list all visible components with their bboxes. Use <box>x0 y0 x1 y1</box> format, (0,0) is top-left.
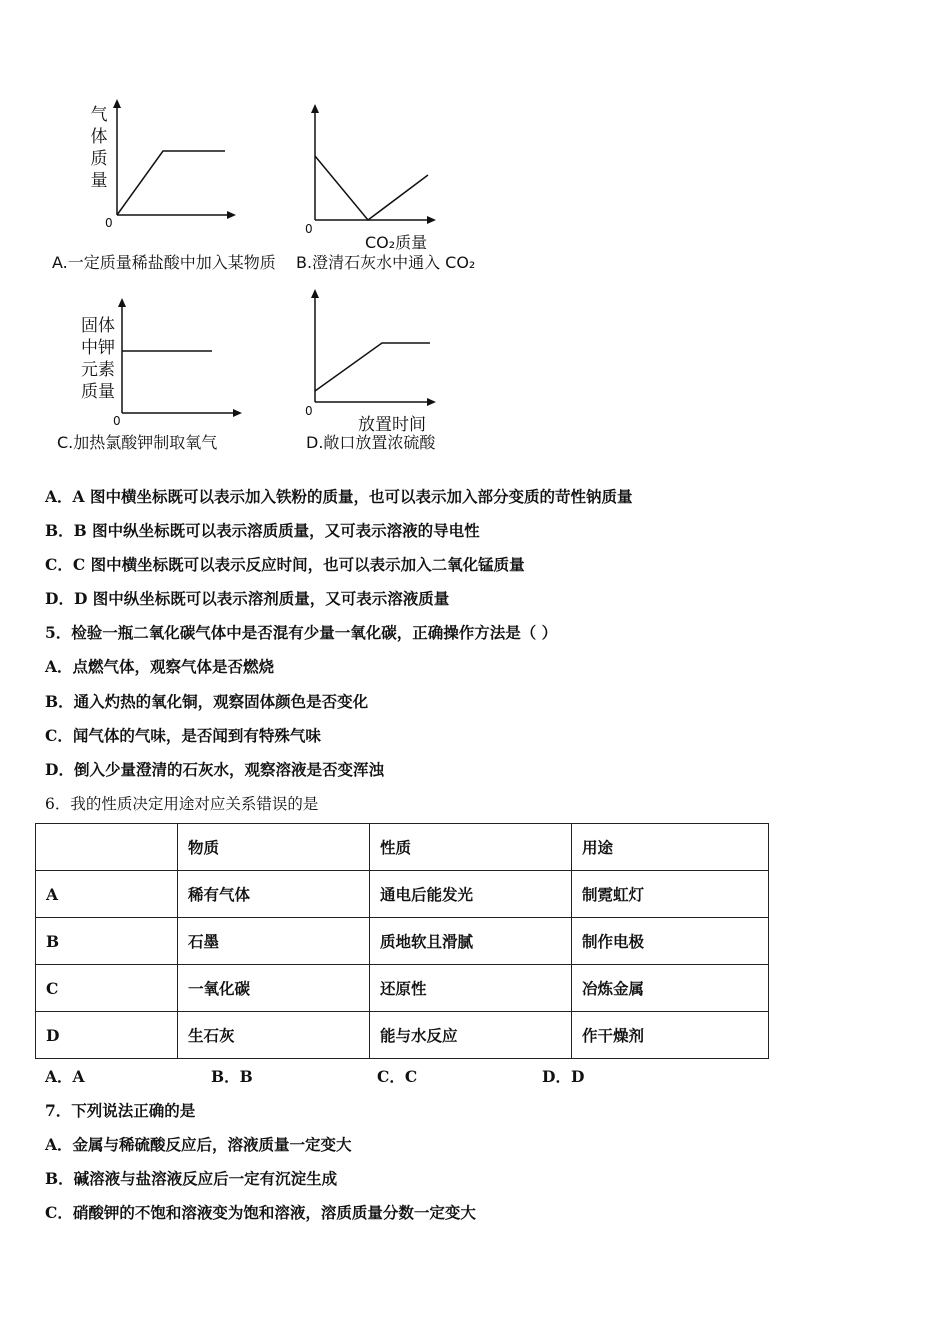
graph-b-origin: 0 <box>305 222 313 236</box>
table-cell: D <box>36 1012 178 1059</box>
table-cell: 作干燥剂 <box>572 1012 769 1059</box>
table-cell: 生石灰 <box>178 1012 370 1059</box>
q5-stem: 5．检验一瓶二氧化碳气体中是否混有少量一氧化碳，正确操作方法是（ ） <box>45 623 558 642</box>
q6-option-a: A．A <box>45 1067 85 1086</box>
graph-d-xlabel: 放置时间 <box>358 415 426 435</box>
table-cell: 制霓虹灯 <box>572 871 769 918</box>
graph-a-caption: A.一定质量稀盐酸中加入某物质 <box>52 253 276 272</box>
table-cell: C <box>36 965 178 1012</box>
q5-option-c: C．闻气体的气味，是否闻到有特殊气味 <box>45 726 321 745</box>
q6-option-c: C．C <box>377 1067 418 1086</box>
graph-b-xlabel: CO₂质量 <box>365 233 428 252</box>
table-row <box>36 1012 769 1059</box>
q7-stem: 7．下列说法正确的是 <box>45 1101 196 1120</box>
table-cell: 质地软且滑腻 <box>370 918 572 965</box>
q5-option-d: D．倒入少量澄清的石灰水，观察溶液是否变浑浊 <box>45 760 384 779</box>
q4-option-b: B．B 图中纵坐标既可以表示溶质质量，又可表示溶液的导电性 <box>45 521 480 540</box>
graph-d-origin: 0 <box>305 404 313 418</box>
table-cell: 性质 <box>370 824 572 871</box>
q5-option-b: B．通入灼热的氧化铜，观察固体颜色是否变化 <box>45 692 369 711</box>
table-cell: 还原性 <box>370 965 572 1012</box>
table-cell: 物质 <box>178 824 370 871</box>
q6-table <box>35 823 769 1059</box>
q4-option-a: A．A 图中横坐标既可以表示加入铁粉的质量，也可以表示加入部分变质的苛性钠质量 <box>45 487 633 506</box>
graph-b-caption: B.澄清石灰水中通入 CO₂ <box>296 253 476 272</box>
table-row <box>36 965 769 1012</box>
q7-option-c: C．硝酸钾的不饱和溶液变为饱和溶液，溶质质量分数一定变大 <box>45 1203 476 1222</box>
q7-option-a: A．金属与稀硫酸反应后，溶液质量一定变大 <box>45 1135 352 1154</box>
table-cell: 一氧化碳 <box>178 965 370 1012</box>
table-cell: 石墨 <box>178 918 370 965</box>
q4-option-c: C．C 图中横坐标既可以表示反应时间，也可以表示加入二氧化锰质量 <box>45 555 525 574</box>
table-cell: 稀有气体 <box>178 871 370 918</box>
graph-a-ylabel: 气 体 质 量 <box>90 105 108 191</box>
table-cell <box>36 824 178 871</box>
q6-option-d: D．D <box>542 1067 585 1086</box>
graph-c-origin: 0 <box>113 414 121 428</box>
graph-d-curve <box>315 343 430 391</box>
table-cell: 冶炼金属 <box>572 965 769 1012</box>
graph-a-origin: 0 <box>105 216 113 230</box>
table-cell: 通电后能发光 <box>370 871 572 918</box>
graph-d-axes <box>0 0 500 460</box>
table-cell: B <box>36 918 178 965</box>
graph-c-caption: C.加热氯酸钾制取氧气 <box>57 433 218 452</box>
table-cell: A <box>36 871 178 918</box>
q5-option-a: A．点燃气体，观察气体是否燃烧 <box>45 657 275 676</box>
q6-option-b: B．B <box>211 1067 253 1086</box>
table-cell: 能与水反应 <box>370 1012 572 1059</box>
q6-stem: 6．我的性质决定用途对应关系错误的是 <box>45 795 319 813</box>
q7-option-b: B．碱溶液与盐溶液反应后一定有沉淀生成 <box>45 1169 338 1188</box>
table-cell: 制作电极 <box>572 918 769 965</box>
table-row <box>36 918 769 965</box>
q4-option-d: D．D 图中纵坐标既可以表示溶剂质量，又可表示溶液质量 <box>45 589 450 608</box>
table-header-row <box>36 824 769 871</box>
graph-c-ylabel: 固体 中钾 元素 质量 <box>81 316 115 402</box>
graph-d-caption: D.敞口放置浓硫酸 <box>306 433 436 452</box>
table-cell: 用途 <box>572 824 769 871</box>
table-row <box>36 871 769 918</box>
